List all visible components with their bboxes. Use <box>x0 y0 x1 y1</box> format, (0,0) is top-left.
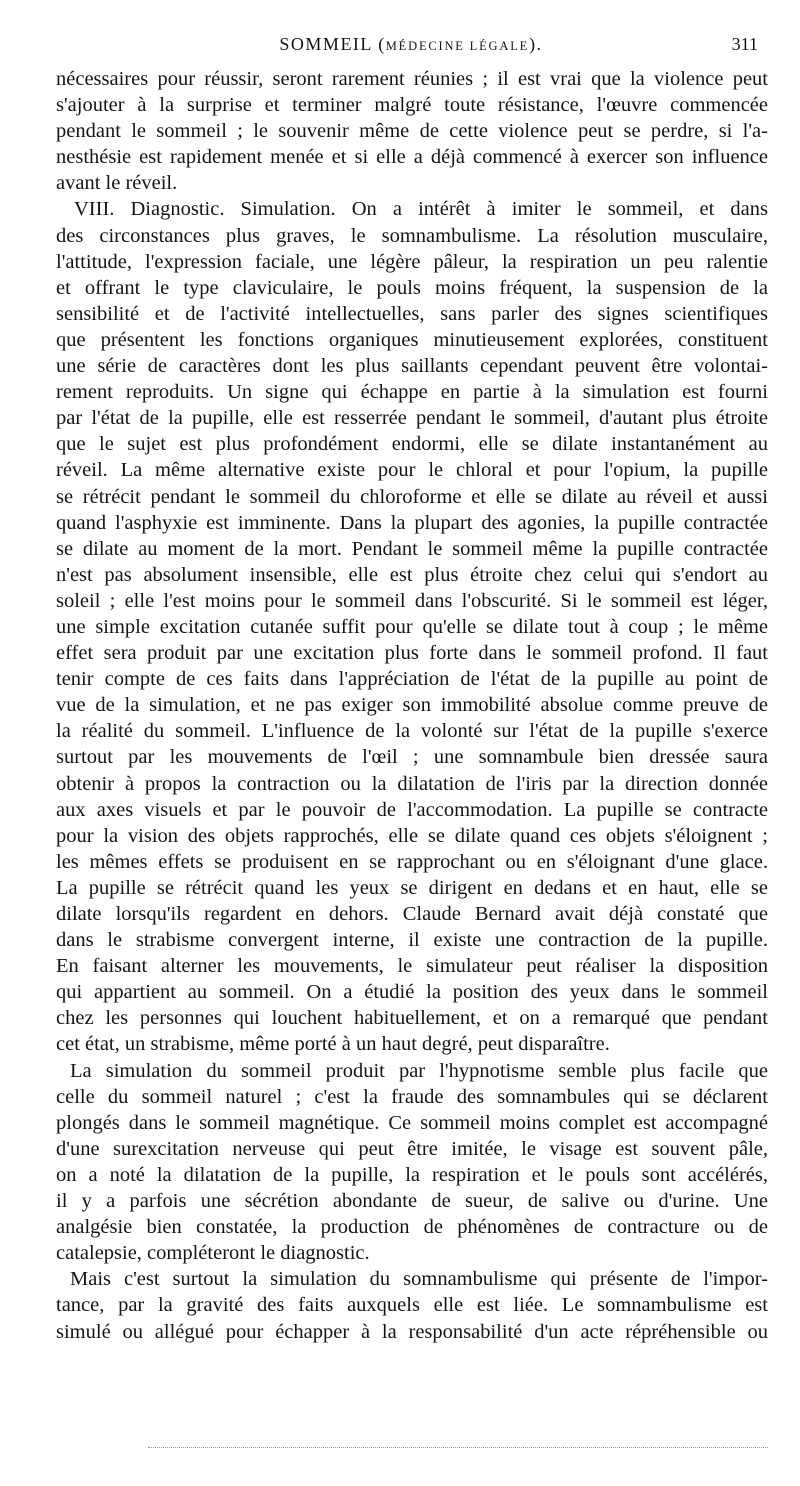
text-line: catalepsie, compléteront le diagnostic. <box>56 1242 370 1265</box>
text-line: En faisant alterner les mouvements, le simulateur peut réaliser la disposition <box>56 955 768 978</box>
text-line: tenir compte de ces faits dans l'appréciation de l'état de la pupille au point de <box>56 668 768 691</box>
text-line: effet sera produit par une excitation plus forte dans le sommeil profond. Il faut <box>56 642 768 665</box>
text-line: celle du sommeil naturel ; c'est la fraude des somnambules qui se déclarent <box>56 1085 768 1108</box>
text-line: on a noté la dilatation de la pupille, la respiration et le pouls sont accélérés, <box>56 1163 768 1186</box>
text-line: dilate lorsqu'ils regardent en dehors. Claude Bernard avait déjà constaté que <box>56 903 768 925</box>
text-line: une série de caractères dont les plus saillants cependant peuvent être volontai- <box>56 355 768 378</box>
text-line: que le sujet est plus profondément endormi, elle se dilate instantanément au <box>56 433 768 456</box>
running-title <box>54 34 768 55</box>
text-line: des circonstances plus graves, le somnambulisme. La résolution musculaire, <box>56 224 768 247</box>
text-line: plongés dans le sommeil magnétique. Ce sommeil moins complet est accompagné <box>56 1111 768 1134</box>
running-title-main: SOMMEIL ( <box>279 34 386 54</box>
text-line: vue de la simulation, et ne pas exiger son immobilité absolue comme preuve de <box>56 694 768 717</box>
text-line: chez les personnes qui louchent habituellement, et on a remarqué que pendant <box>56 1007 768 1030</box>
text-line: par l'état de la pupille, elle est resserrée pendant le sommeil, d'autant plus étroite <box>56 407 768 430</box>
text-line: tance, par la gravité des faits auxquels elle est liée. Le somnambulisme est <box>56 1294 768 1317</box>
text-line: n'est pas absolument insensible, elle est plus étroite chez celui qui s'endort au <box>56 563 768 586</box>
text-line: aux axes visuels et par le pouvoir de l'accommodation. La pupille se contracte <box>56 798 768 821</box>
running-head <box>54 34 768 58</box>
text-line: surtout par les mouvements de l'œil ; une somnambule bien dressée saura <box>56 746 768 769</box>
text-line: et offrant le type claviculaire, le pouls moins fréquent, la suspension de la <box>56 276 768 299</box>
section-heading-line: VIII. Diagnostic. Simulation. On a intérêt à imiter le sommeil, et dans <box>74 198 768 221</box>
text-line: d'une surexcitation nerveuse qui peut être imitée, le visage est souvent pâle, <box>56 1137 768 1160</box>
text-line: pendant le sommeil ; le souvenir même de cette violence peut se perdre, si l'a- <box>56 120 768 143</box>
text-line: rement reproduits. Un signe qui échappe en partie à la simulation est fourni <box>56 381 768 404</box>
text-line: La pupille se rétrécit quand les yeux se dirigent en dedans et en haut, elle se <box>56 876 768 899</box>
text-line: cet état, un strabisme, même porté à un haut degré, peut disparaître. <box>56 1033 610 1056</box>
text-line: dans le strabisme convergent interne, il existe une contraction de la pupille. <box>56 929 768 952</box>
running-title-close: ). <box>529 34 543 54</box>
text-line: analgésie bien constatée, la production de phénomènes de contracture ou de <box>56 1216 768 1239</box>
text-line: pour la vision des objets rapprochés, elle se dilate quand ces objets s'éloignent ; <box>56 824 768 847</box>
text-line: simulé ou allégué pour échapper à la responsabilité d'un acte répréhensible ou <box>56 1320 768 1343</box>
text-line: les mêmes effets se produisent en se rapprochant ou en s'éloignant d'une glace. <box>56 850 768 873</box>
footer-dotted-rule <box>148 1447 768 1448</box>
text-line: que présentent les fonctions organiques minutieusement explorées, constituent <box>56 328 768 351</box>
text-line: sensibilité et de l'activité intellectuelles, sans parler des signes scientifiques <box>56 302 768 325</box>
text-line: une simple excitation cutanée suffit pour qu'elle se dilate tout à coup ; le même <box>56 615 768 638</box>
page-number: 311 <box>731 34 758 54</box>
text-line: se rétrécit pendant le sommeil du chloroforme et elle se dilate au réveil et aussi <box>56 485 768 508</box>
text-line: réveil. La même alternative existe pour le chloral et pour l'opium, la pupille <box>56 459 768 482</box>
text-line: la réalité du sommeil. L'influence de la volonté sur l'état de la pupille s'exerce <box>56 720 768 743</box>
text-line: s'ajouter à la surprise et terminer malgré toute résistance, l'œuvre commencée <box>56 94 768 117</box>
paragraph-start-line: Mais c'est surtout la simulation du somnambulisme qui présente de l'impor- <box>70 1268 768 1291</box>
paragraph-start-line: La simulation du sommeil produit par l'hypnotisme semble plus facile que <box>70 1059 768 1082</box>
text-line: il y a parfois une sécrétion abondante de sueur, de salive ou d'urine. Une <box>56 1190 768 1213</box>
text-line: nécessaires pour réussir, seront rarement réunies ; il est vrai que la violence peut <box>56 68 768 90</box>
text-line: obtenir à propos la contraction ou la dilatation de l'iris par la direction donnée <box>56 772 768 795</box>
body-text <box>56 66 768 1345</box>
running-title-small-caps: MÉDECINE LÉGALE <box>385 39 530 53</box>
text-line: nesthésie est rapidement menée et si elle a déjà commencé à exercer son influence <box>56 146 768 169</box>
text-line: l'attitude, l'expression faciale, une légère pâleur, la respiration un peu ralentie <box>56 250 768 273</box>
text-line: quand l'asphyxie est imminente. Dans la plupart des agonies, la pupille contractée <box>56 511 768 534</box>
text-line: qui appartient au sommeil. On a étudié la position des yeux dans le sommeil <box>56 981 768 1004</box>
text-line: avant le réveil. <box>56 172 178 195</box>
text-line: soleil ; elle l'est moins pour le sommeil dans l'obscurité. Si le sommeil est léger, <box>56 589 768 612</box>
text-line: se dilate au moment de la mort. Pendant le sommeil même la pupille contractée <box>56 537 768 560</box>
